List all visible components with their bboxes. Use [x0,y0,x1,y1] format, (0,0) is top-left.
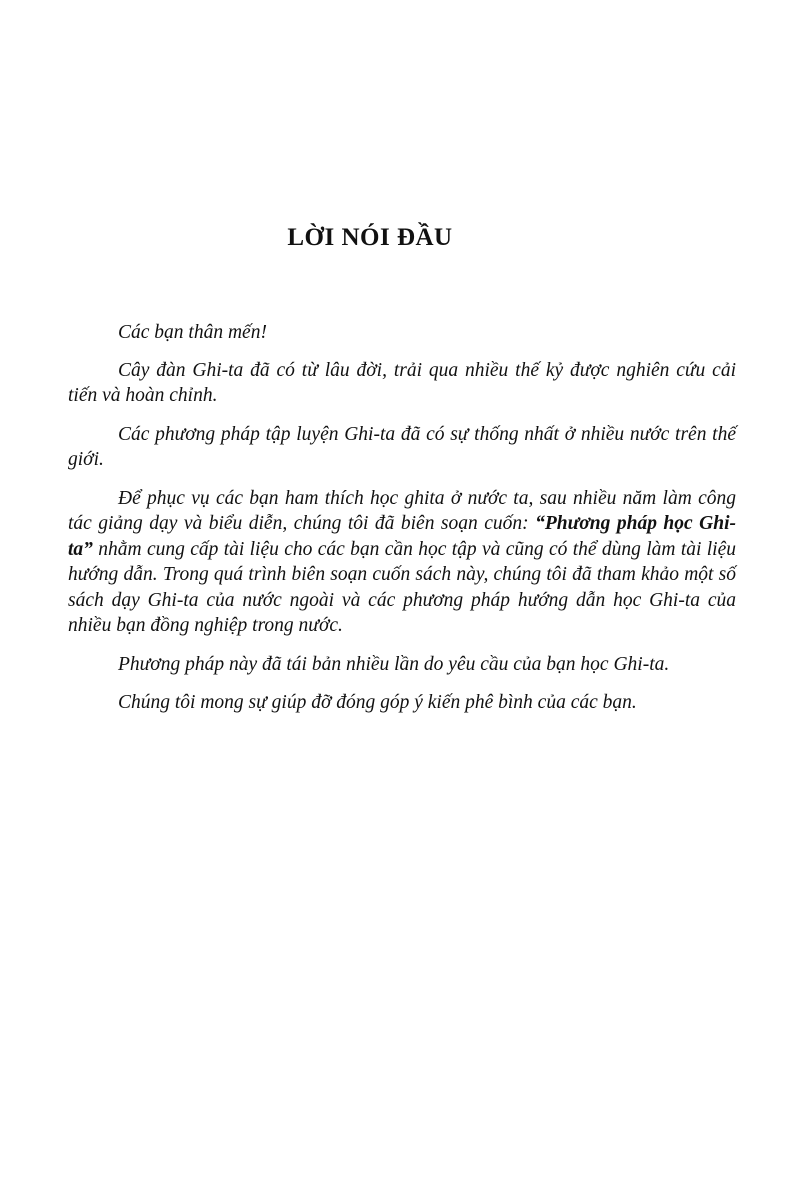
paragraph-history: Cây đàn Ghi-ta đã có từ lâu đời, trải qua nhiều thế kỷ được nghiên cứu cải tiến và hoàn chỉnh. [68,359,736,406]
page-title: LỜI NÓI ĐẦU [287,224,453,251]
paragraph-methods: Các phương pháp tập luyện Ghi-ta đã có sự thống nhất ở nhiều nước trên thế giới. [68,423,736,470]
paragraph-purpose [68,486,736,639]
book-title: “Phương pháp học Ghi-ta” [68,513,736,560]
preface-body [68,320,736,729]
paragraph-feedback: Chúng tôi mong sự giúp đỡ đóng góp ý kiến phê bình của các bạn. [118,692,637,713]
greeting-paragraph: Các bạn thân mến! [118,322,267,343]
paragraph-purpose-rest: nhằm cung cấp tài liệu cho các bạn cần học tập và cũng có thể dùng làm tài liệu hướng dẫn. Trong quá trình biên soạn cuốn sách này, chúng tôi đã tham khảo một số sách dạy Ghi-ta của nước ngoài và các phương pháp hướng dẫn học Ghi-ta của nhiều bạn đồng nghiệp trong nước. [68,538,736,636]
paragraph-purpose-intro: Để phục vụ các bạn ham thích học ghita ở nước ta, sau nhiều năm làm công tác giảng dạy và biểu diễn, chúng tôi đã biên soạn cuốn: [68,487,736,534]
paragraph-reprint: Phương pháp này đã tái bản nhiều lần do yêu cầu của bạn học Ghi-ta. [118,653,670,675]
